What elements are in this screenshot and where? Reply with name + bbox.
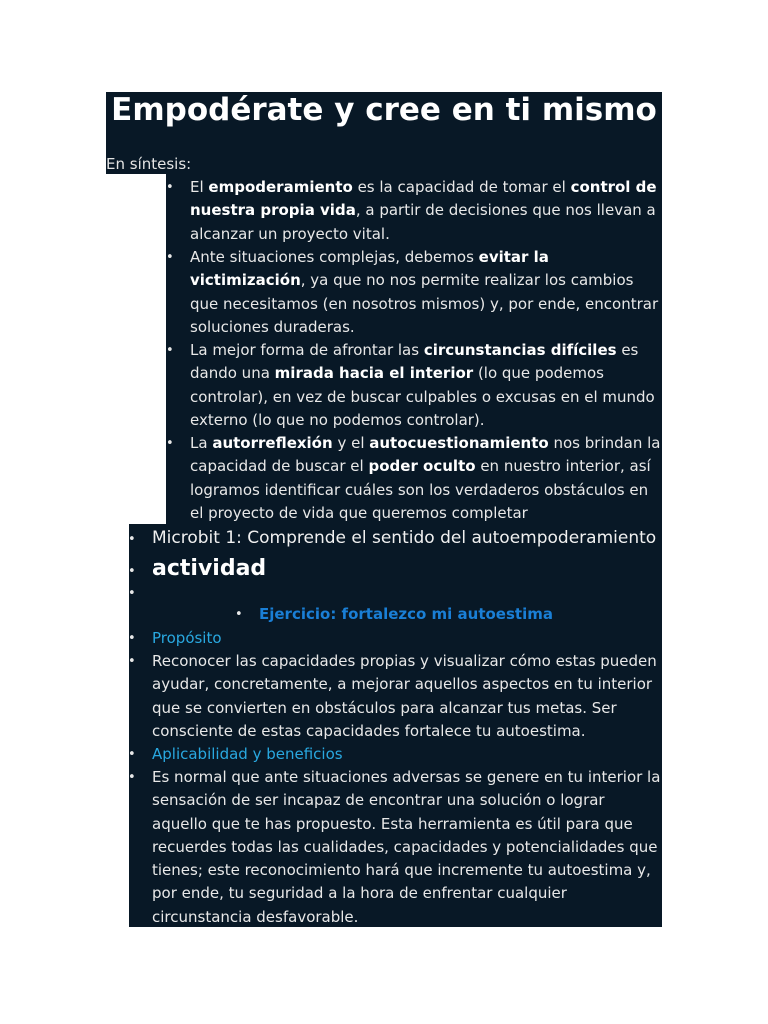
aplicabilidad-heading: Aplicabilidad y beneficios (152, 745, 343, 763)
bullet-icon: • (128, 631, 136, 646)
emphasis-text: poder oculto (368, 457, 476, 476)
aplicabilidad-text: Es normal que ante situaciones adversas se genere en tu interior la sensación de ser incapaz de encontrar una solución o lograr aquello que te has propuesto. Esta herramienta es útil para que recuerdes todas las cualidades, capacidades y potencialidades que tienes; este reconocimiento hará que incremente tu autoestima y, por ende, tu seguridad a la hora de enfrentar cualquier circunstancia desfavorable. (152, 768, 661, 926)
emphasis-text: evitar la victimización (190, 248, 549, 290)
emphasis-text: autorreflexión (212, 434, 333, 452)
bullet-icon: • (166, 250, 174, 265)
page-title: Empodérate y cree en ti mismo (111, 92, 657, 128)
body-text: es la capacidad de tomar el (352, 178, 571, 196)
proposito-heading: Propósito (152, 629, 222, 647)
bullet-icon: • (235, 607, 243, 622)
body-text: y el (332, 434, 370, 452)
intro-text: En síntesis: (106, 155, 192, 173)
body-text: (lo que podemos controlar), en vez de buscar culpables o excusas en el mundo externo (lo que no podemos controlar). (190, 364, 655, 429)
body-text: El (190, 178, 209, 196)
bullet-icon: • (128, 654, 136, 669)
bullet-icon: • (128, 770, 136, 785)
bullet-icon: • (166, 343, 174, 358)
bullet-icon: • (128, 747, 136, 762)
bullet-icon: • (166, 436, 174, 451)
bullet-icon: • (128, 532, 136, 547)
body-text: , ya que no nos permite realizar los cambios que necesitamos (en nosotros mismos) y, por ende, encontrar soluciones duraderas. (190, 271, 659, 336)
bullet-icon: • (166, 180, 174, 195)
bullet-icon: • (128, 564, 136, 579)
emphasis-text: mirada hacia el interior (274, 364, 474, 383)
body-text: en nuestro interior, así logramos identificar cuáles son los verdaderos obstáculos en el proyecto de vida que queremos completar (190, 457, 651, 522)
exercise-title: Ejercicio: fortalezco mi autoestima (259, 605, 553, 623)
actividad-heading: actividad (152, 556, 267, 581)
proposito-text: Reconocer las capacidades propias y visualizar cómo estas pueden ayudar, concretamente, a mejorar aquellos aspectos en tu interior que se convierten en obstáculos para alcanzar tus metas. Ser consciente de estas capacidades fortalece tu autoestima. (152, 652, 657, 740)
emphasis-text: circunstancias difíciles (423, 341, 617, 359)
body-text: es dando una (190, 341, 639, 383)
body-text: , a partir de decisiones que nos llevan a alcanzar un proyecto vital. (190, 201, 656, 243)
emphasis-text: control de nuestra propia vida (190, 178, 657, 220)
body-text: La mejor forma de afrontar las (190, 341, 424, 359)
bullet-icon: • (128, 586, 136, 601)
emphasis-text: empoderamiento (208, 178, 353, 196)
emphasis-text: autocuestionamiento (369, 434, 549, 452)
summary-item (190, 176, 664, 246)
summary-item (190, 246, 664, 339)
summary-item (190, 339, 664, 432)
microbit-heading: Microbit 1: Comprende el sentido del autoempoderamiento (152, 528, 657, 548)
body-text: Ante situaciones complejas, debemos (190, 248, 479, 266)
summary-item (190, 432, 664, 525)
body-text: La (190, 434, 213, 452)
body-text: nos brindan la capacidad de buscar el (190, 434, 661, 476)
